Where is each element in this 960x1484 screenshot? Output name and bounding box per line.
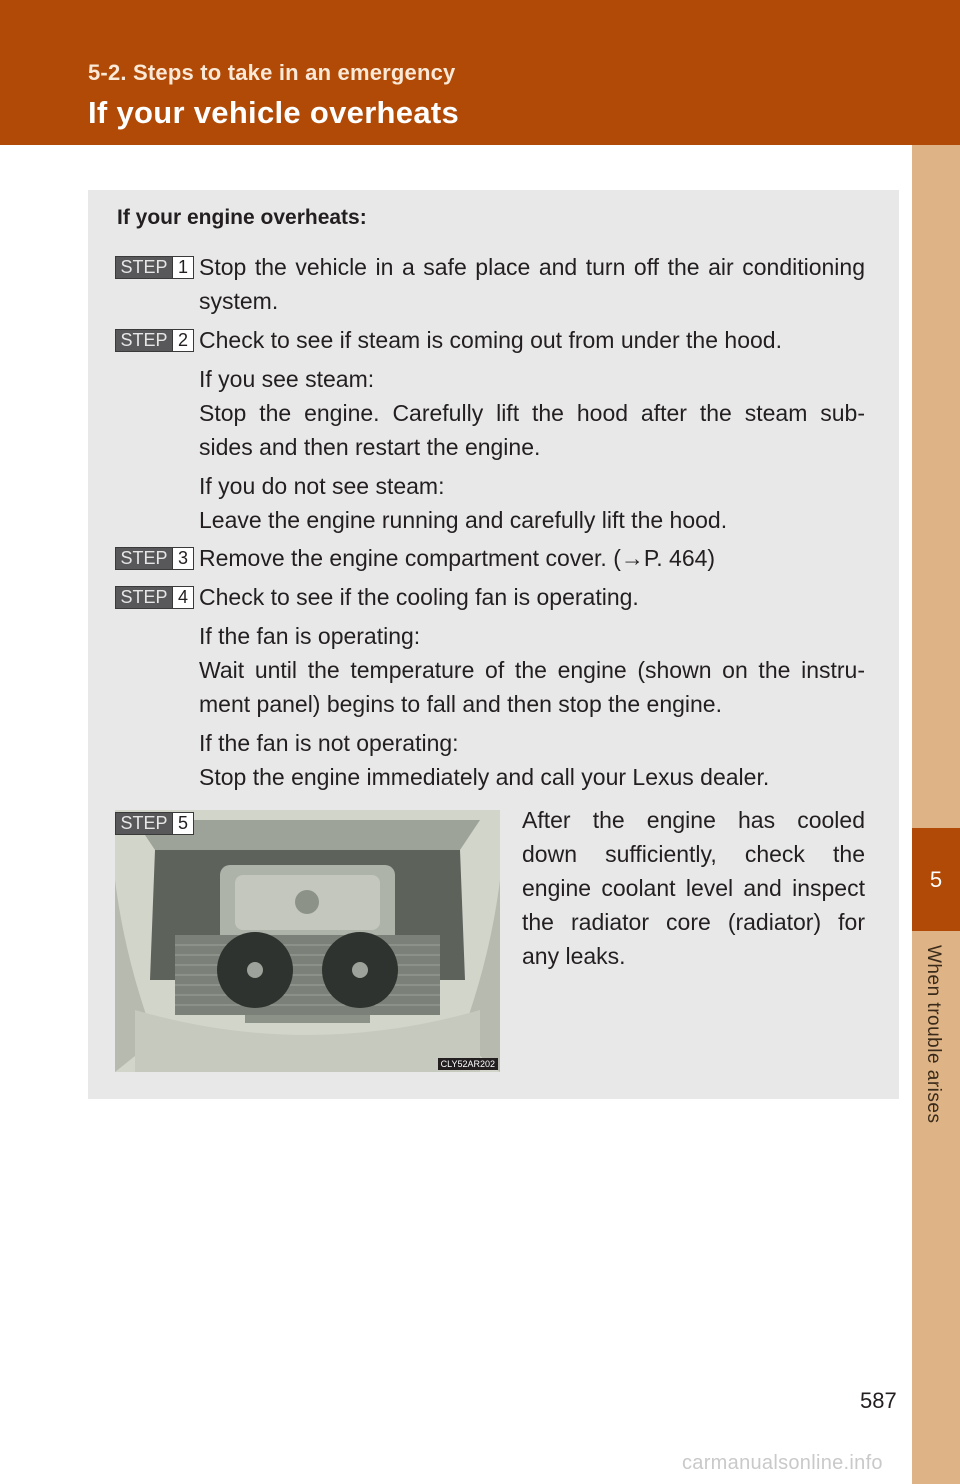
step-number: 4	[172, 587, 193, 608]
engine-bay-illustration	[115, 810, 500, 1072]
step-number: 2	[172, 330, 193, 351]
step-number: 5	[172, 813, 193, 834]
step-number: 1	[172, 257, 193, 278]
step-4-case-2-line-1: Stop the engine immediately and call your Lexus dealer.	[199, 764, 770, 790]
step-badge-4	[115, 586, 194, 609]
step-label: STEP	[116, 587, 172, 608]
watermark: carmanualsonline.info	[682, 1452, 883, 1474]
step-2-case-1-line-1: Stop the engine. Carefully lift the hood after the steam sub-	[199, 400, 865, 426]
intro-heading: If your engine overheats:	[117, 206, 367, 229]
step-number: 3	[172, 548, 193, 569]
engine-bay-image	[115, 810, 500, 1072]
step-4-case-1-label: If the fan is operating:	[199, 623, 421, 649]
page-number: 587	[860, 1388, 897, 1413]
step-3-line-1[interactable]: Remove the engine compartment cover. (→P. 464)	[199, 545, 716, 571]
step-1-line-2: system.	[199, 288, 279, 314]
step-label: STEP	[116, 548, 172, 569]
step-5-line-5: any leaks.	[522, 943, 626, 969]
step-5-line-4: the radiator core (radiator) for	[522, 909, 865, 935]
step-badge-1	[115, 256, 194, 279]
page-title: If your vehicle overheats	[88, 95, 460, 130]
step-5-line-1: After the engine has cooled	[522, 807, 865, 833]
step-4-case-1-line-2: ment panel) begins to fall and then stop the engine.	[199, 691, 722, 717]
step-2-case-1-label: If you see steam:	[199, 366, 375, 392]
step-5-line-2: down sufficiently, check the	[522, 841, 865, 867]
sidebar-tab	[912, 145, 960, 1484]
chapter-label: When trouble arises	[923, 945, 944, 1124]
step-2-line-1: Check to see if steam is coming out from under the hood.	[199, 327, 782, 353]
chapter-number[interactable]: 5	[912, 828, 960, 931]
figure-code: CLY52AR202	[438, 1058, 498, 1070]
step-badge-2	[115, 329, 194, 352]
step-2-case-2-line-1: Leave the engine running and carefully lift the hood.	[199, 507, 728, 533]
step-badge-3	[115, 547, 194, 570]
step-5-line-3: engine coolant level and inspect	[522, 875, 865, 901]
step-4-case-2-label: If the fan is not operating:	[199, 730, 459, 756]
step-2-case-2-label: If you do not see steam:	[199, 473, 445, 499]
step-badge-5	[115, 812, 194, 835]
step-label: STEP	[116, 257, 172, 278]
step-1-line-1: Stop the vehicle in a safe place and turn off the air conditioning	[199, 254, 865, 280]
step-4-case-1-line-1: Wait until the temperature of the engine (shown on the instru-	[199, 657, 865, 683]
step-label: STEP	[116, 813, 172, 834]
step-4-line-1: Check to see if the cooling fan is operating.	[199, 584, 639, 610]
step-label: STEP	[116, 330, 172, 351]
section-title: 5-2. Steps to take in an emergency	[88, 60, 456, 85]
step-2-case-1-line-2: sides and then restart the engine.	[199, 434, 541, 460]
